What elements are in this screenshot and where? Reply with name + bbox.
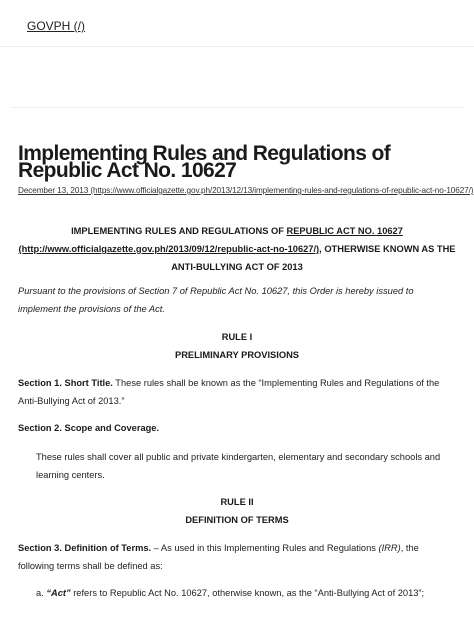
preamble-paragraph: Pursuant to the provisions of Section 7 of Republic Act No. 10627, this Order is hereby issued to implement the provisions of the Act. xyxy=(18,286,414,314)
gazette-url-link[interactable]: (http://www.officialgazette.gov.ph/2013/09/12/republic-act-no-10627/) xyxy=(18,244,320,254)
item-a-prefix: a. xyxy=(36,588,47,598)
irr-heading-prefix: IMPLEMENTING RULES AND REGULATIONS OF xyxy=(71,226,287,236)
section-1-paragraph xyxy=(18,375,454,410)
section-2-heading xyxy=(18,420,458,438)
section-2-label: Section 2. Scope and Coverage. xyxy=(18,423,160,433)
rule-1-title: PRELIMINARY PROVISIONS xyxy=(175,349,299,360)
irr-heading xyxy=(18,222,456,276)
rule-1-heading xyxy=(18,329,456,364)
section-3-paragraph xyxy=(18,540,454,575)
item-a-text: refers to Republic Act No. 10627, otherwise known, as the “Anti-Bullying Act of 2013”; xyxy=(70,588,425,598)
rule-2-label: RULE II xyxy=(220,497,254,507)
rule-2-title: DEFINITION OF TERMS xyxy=(185,514,289,525)
top-navigation-bar xyxy=(0,0,474,47)
section-2-text: These rules shall cover all public and private kindergarten, elementary and secondary schools and learning centers. xyxy=(36,452,441,480)
irr-heading-suffix: , OTHERWISE KNOWN AS THE xyxy=(319,244,456,254)
header-divider xyxy=(10,107,464,108)
section-3-label: Section 3. Definition of Terms. xyxy=(18,543,152,553)
irr-heading-line-1 xyxy=(18,222,456,240)
rule-1-label: RULE I xyxy=(221,332,253,342)
section-1-label: Section 1. Short Title. xyxy=(18,378,113,388)
irr-heading-line-3: ANTI-BULLYING ACT OF 2013 xyxy=(171,262,303,272)
section-3-irr: (IRR) xyxy=(378,543,401,553)
irr-heading-line-2 xyxy=(18,240,456,258)
item-a-term: “Act” xyxy=(46,588,71,598)
section-3-text-before: – As used in this Implementing Rules and Regulations xyxy=(151,543,379,553)
article-date-link[interactable]: December 13, 2013 xyxy=(18,186,89,195)
govph-home-link[interactable]: GOVPH (/) xyxy=(27,19,86,33)
article-title: Implementing Rules and Regulations of Republic Act No. 10627 xyxy=(18,142,391,182)
rule-2-heading xyxy=(18,494,456,529)
article-dateline xyxy=(18,186,474,195)
definition-item-a xyxy=(36,585,456,603)
section-3-text-after: , the following terms shall be defined as: xyxy=(18,543,419,571)
republic-act-link[interactable]: REPUBLIC ACT NO. 10627 xyxy=(286,226,403,236)
section-1-text: These rules shall be known as the “Implementing Rules and Regulations of the Anti-Bullying Act of 2013.” xyxy=(18,378,440,406)
article-permalink[interactable]: (https://www.officialgazette.gov.ph/2013/12/13/implementing-rules-and-regulations-of-republic-act-no-10627/) xyxy=(88,186,474,195)
